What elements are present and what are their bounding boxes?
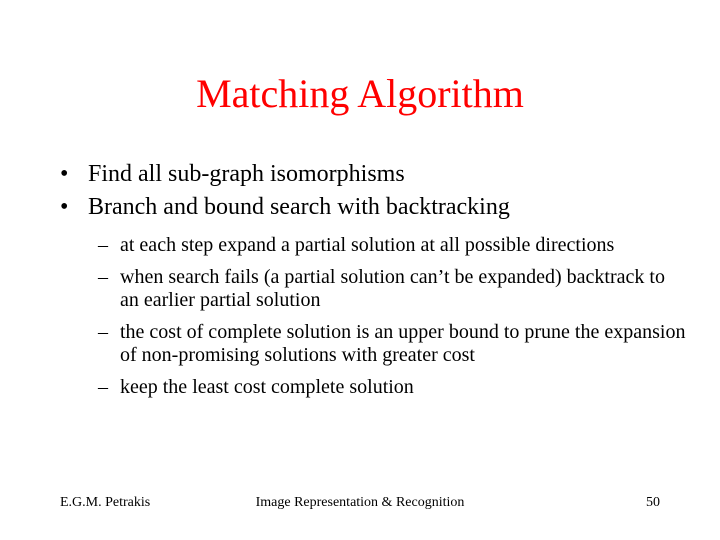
- sub-bullet-marker: –: [98, 234, 108, 256]
- sub-bullet-text: when search fails (a partial solution can’t be expanded) backtrack to an earlier partial solution: [120, 266, 665, 311]
- sub-bullet-item: [98, 376, 688, 399]
- sub-bullet-text: the cost of complete solution is an upper bound to prune the expansion of non-promising solutions with greater cost: [120, 321, 686, 366]
- bullet-marker: •: [60, 194, 69, 220]
- bullet-list: [60, 158, 680, 224]
- sub-bullet-list: [98, 234, 688, 408]
- bullet-text: Find all sub-graph isomorphisms: [88, 161, 405, 187]
- sub-bullet-item: [98, 266, 688, 312]
- page-number: 50: [646, 495, 660, 510]
- sub-bullet-marker: –: [98, 321, 108, 343]
- bullet-item: [60, 191, 680, 224]
- footer-course: Image Representation & Recognition: [255, 495, 465, 510]
- slide-title: Matching Algorithm: [196, 71, 524, 116]
- sub-bullet-item: [98, 234, 688, 257]
- bullet-marker: •: [60, 161, 69, 187]
- footer-author: E.G.M. Petrakis: [60, 495, 151, 510]
- bullet-item: [60, 158, 680, 191]
- bullet-text: Branch and bound search with backtracking: [88, 194, 510, 220]
- sub-bullet-text: at each step expand a partial solution at all possible directions: [120, 234, 615, 256]
- sub-bullet-marker: –: [98, 376, 108, 398]
- sub-bullet-item: [98, 321, 688, 367]
- sub-bullet-marker: –: [98, 266, 108, 288]
- sub-bullet-text: keep the least cost complete solution: [120, 376, 414, 398]
